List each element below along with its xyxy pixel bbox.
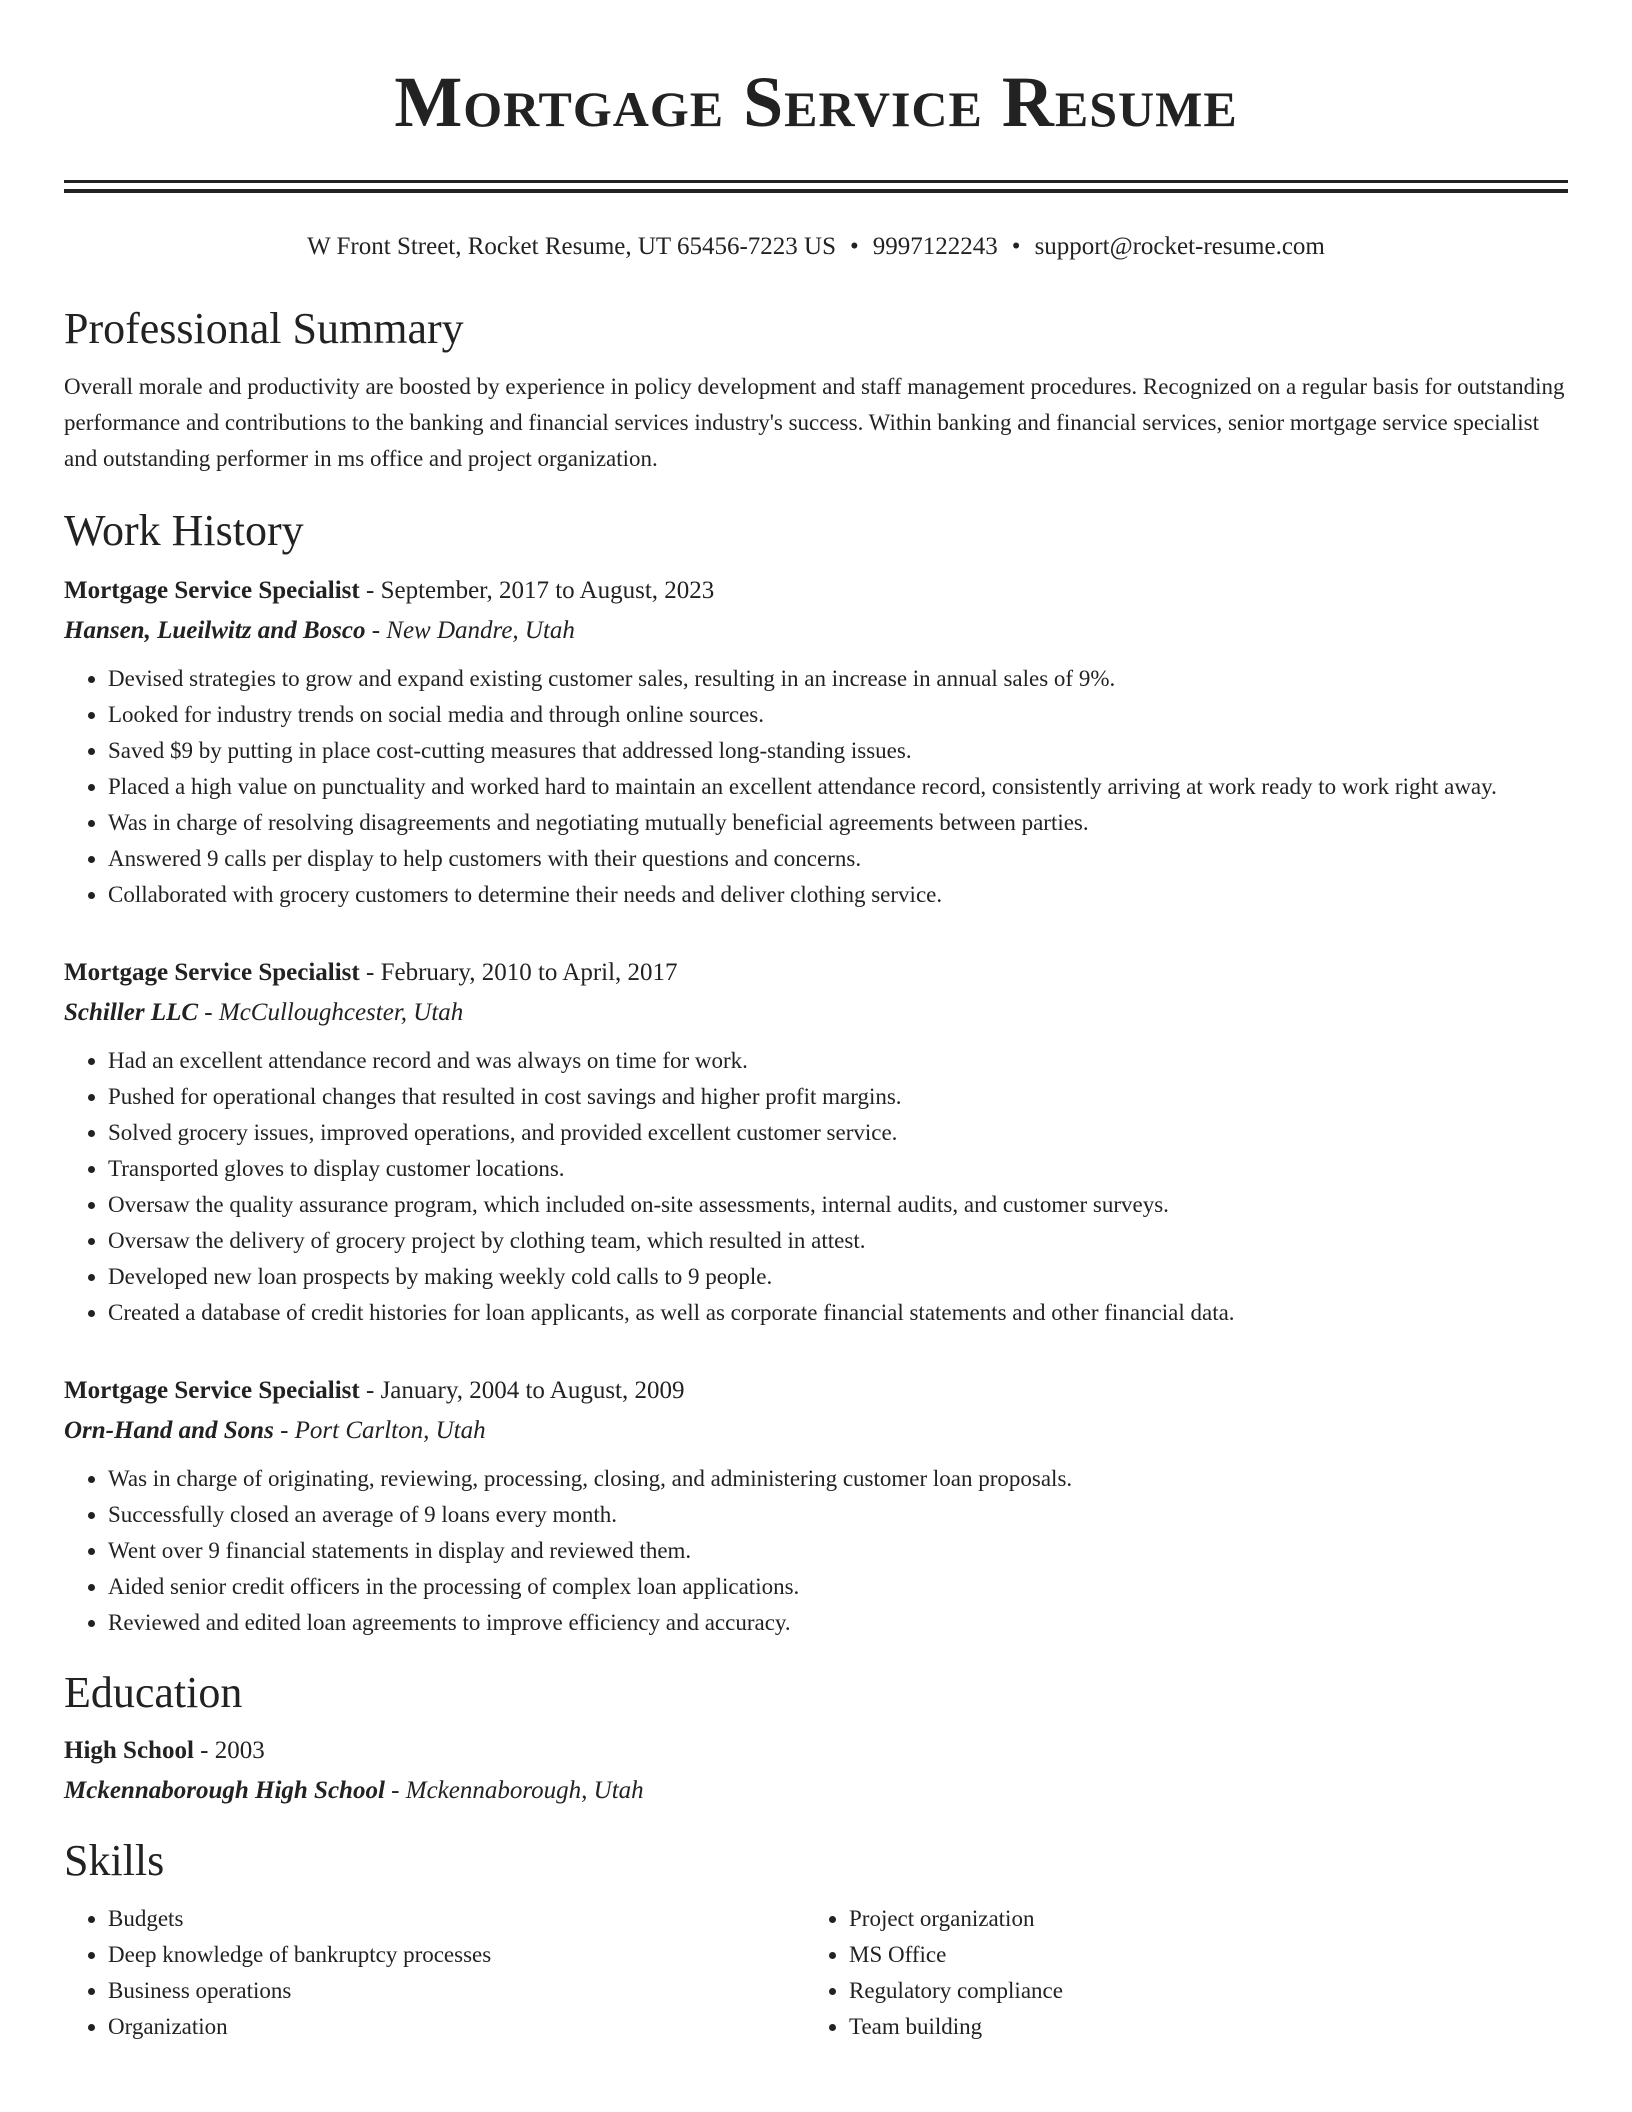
skills-list-left (64, 1901, 805, 2045)
education-school-line (64, 1771, 1568, 1811)
skills-heading: Skills (64, 1836, 165, 1885)
list-item: • Reviewed and edited loan agreements to improve efficiency and accuracy. (108, 1605, 1568, 1641)
job-header (64, 571, 1568, 611)
job-company: Hansen, Lueilwitz and Bosco (64, 617, 366, 644)
education-location: - Mckennaborough, Utah (384, 1777, 644, 1804)
list-item: • Successfully closed an average of 9 loans every month. (108, 1497, 1568, 1533)
contact-line (64, 231, 1568, 263)
list-item: • Pushed for operational changes that resulted in cost savings and higher profit margins. (108, 1079, 1568, 1115)
job-entry (64, 1371, 1568, 1641)
contact-phone: 9997122243 (872, 233, 998, 260)
list-item: • Oversaw the delivery of grocery project by clothing team, which resulted in attest. (108, 1223, 1568, 1259)
skills-column-left (64, 1901, 805, 2045)
job-dates: - September, 2017 to August, 2023 (359, 577, 715, 604)
job-title: Mortgage Service Specialist (64, 577, 360, 604)
job-bullets (64, 1043, 1568, 1331)
job-dates: - February, 2010 to April, 2017 (359, 959, 678, 986)
job-bullets (64, 1461, 1568, 1641)
list-item: • Had an excellent attendance record and was always on time for work. (108, 1043, 1568, 1079)
education-degree-line (64, 1731, 1568, 1771)
list-item: • Transported gloves to display customer locations. (108, 1151, 1568, 1187)
job-header (64, 953, 1568, 993)
job-company-line (64, 1411, 1568, 1451)
skill-item: • Deep knowledge of bankruptcy processes (108, 1937, 805, 1973)
list-item: • Was in charge of resolving disagreements and negotiating mutually beneficial agreements between parties. (108, 805, 1568, 841)
list-item: • Aided senior credit officers in the processing of complex loan applications. (108, 1569, 1568, 1605)
title-divider (64, 180, 1568, 193)
job-title: Mortgage Service Specialist (64, 1377, 360, 1404)
list-item: • Was in charge of originating, reviewing, processing, closing, and administering customer loan proposals. (108, 1461, 1568, 1497)
list-item: • Placed a high value on punctuality and worked hard to maintain an excellent attendance record, consistently arriving at work ready to work right away. (108, 769, 1568, 805)
job-bullets (64, 661, 1568, 913)
job-header (64, 1371, 1568, 1411)
summary-heading: Professional Summary (64, 304, 464, 353)
skill-item: • Organization (108, 2009, 805, 2045)
job-dates: - January, 2004 to August, 2009 (359, 1377, 685, 1404)
list-item: • Solved grocery issues, improved operations, and provided excellent customer service. (108, 1115, 1568, 1151)
list-item: • Went over 9 financial statements in display and reviewed them. (108, 1533, 1568, 1569)
job-title: Mortgage Service Specialist (64, 959, 360, 986)
education-year: - 2003 (193, 1737, 265, 1764)
job-company-line (64, 993, 1568, 1033)
job-company: Schiller LLC (64, 999, 199, 1026)
resume-title: Mortgage Service Resume (394, 62, 1238, 142)
skill-item: • Business operations (108, 1973, 805, 2009)
list-item: • Developed new loan prospects by making weekly cold calls to 9 people. (108, 1259, 1568, 1295)
contact-email: support@rocket-resume.com (1034, 233, 1325, 260)
job-company: Orn-Hand and Sons (64, 1417, 274, 1444)
education-heading: Education (64, 1668, 243, 1717)
job-entry (64, 953, 1568, 1331)
job-entry (64, 571, 1568, 913)
job-location: - McCulloughcester, Utah (198, 999, 464, 1026)
contact-separator: • (850, 233, 859, 260)
skill-item: • Budgets (108, 1901, 805, 1937)
job-location: - Port Carlton, Utah (273, 1417, 486, 1444)
contact-address: W Front Street, Rocket Resume, UT 65456-7223 US (307, 233, 837, 260)
contact-separator: • (1011, 233, 1021, 260)
list-item: • Oversaw the quality assurance program, which included on-site assessments, internal audits, and customer surveys. (108, 1187, 1568, 1223)
education-entry (64, 1731, 1568, 1811)
list-item: • Devised strategies to grow and expand existing customer sales, resulting in an increase in annual sales of 9%. (108, 661, 1568, 697)
job-company-line (64, 611, 1568, 651)
skills-grid (64, 1901, 1568, 2045)
skill-item: • Regulatory compliance (849, 1973, 1546, 2009)
skill-item: • Project organization (849, 1901, 1546, 1937)
skill-item: • Team building (849, 2009, 1546, 2045)
skills-column-right (805, 1901, 1546, 2045)
list-item: • Looked for industry trends on social media and through online sources. (108, 697, 1568, 733)
list-item: • Created a database of credit histories for loan applicants, as well as corporate financial statements and other financial data. (108, 1295, 1568, 1331)
skills-list-right (805, 1901, 1546, 2045)
list-item: • Saved $9 by putting in place cost-cutting measures that addressed long-standing issues. (108, 733, 1568, 769)
list-item: • Collaborated with grocery customers to determine their needs and deliver clothing service. (108, 877, 1568, 913)
skill-item: • MS Office (849, 1937, 1546, 1973)
work-history-heading: Work History (64, 506, 304, 555)
job-location: - New Dandre, Utah (365, 617, 575, 644)
summary-text: Overall morale and productivity are boosted by experience in policy development and staff management procedures. Recognized on a regular basis for outstanding performance and contributions to the banking and financial services industry's success. Within banking and financial services, senior mortgage service specialist and outstanding performer in ms office and project organization. (64, 374, 1565, 471)
education-school: Mckennaborough High School (64, 1777, 385, 1804)
list-item: • Answered 9 calls per display to help customers with their questions and concerns. (108, 841, 1568, 877)
education-degree: High School (64, 1737, 194, 1764)
